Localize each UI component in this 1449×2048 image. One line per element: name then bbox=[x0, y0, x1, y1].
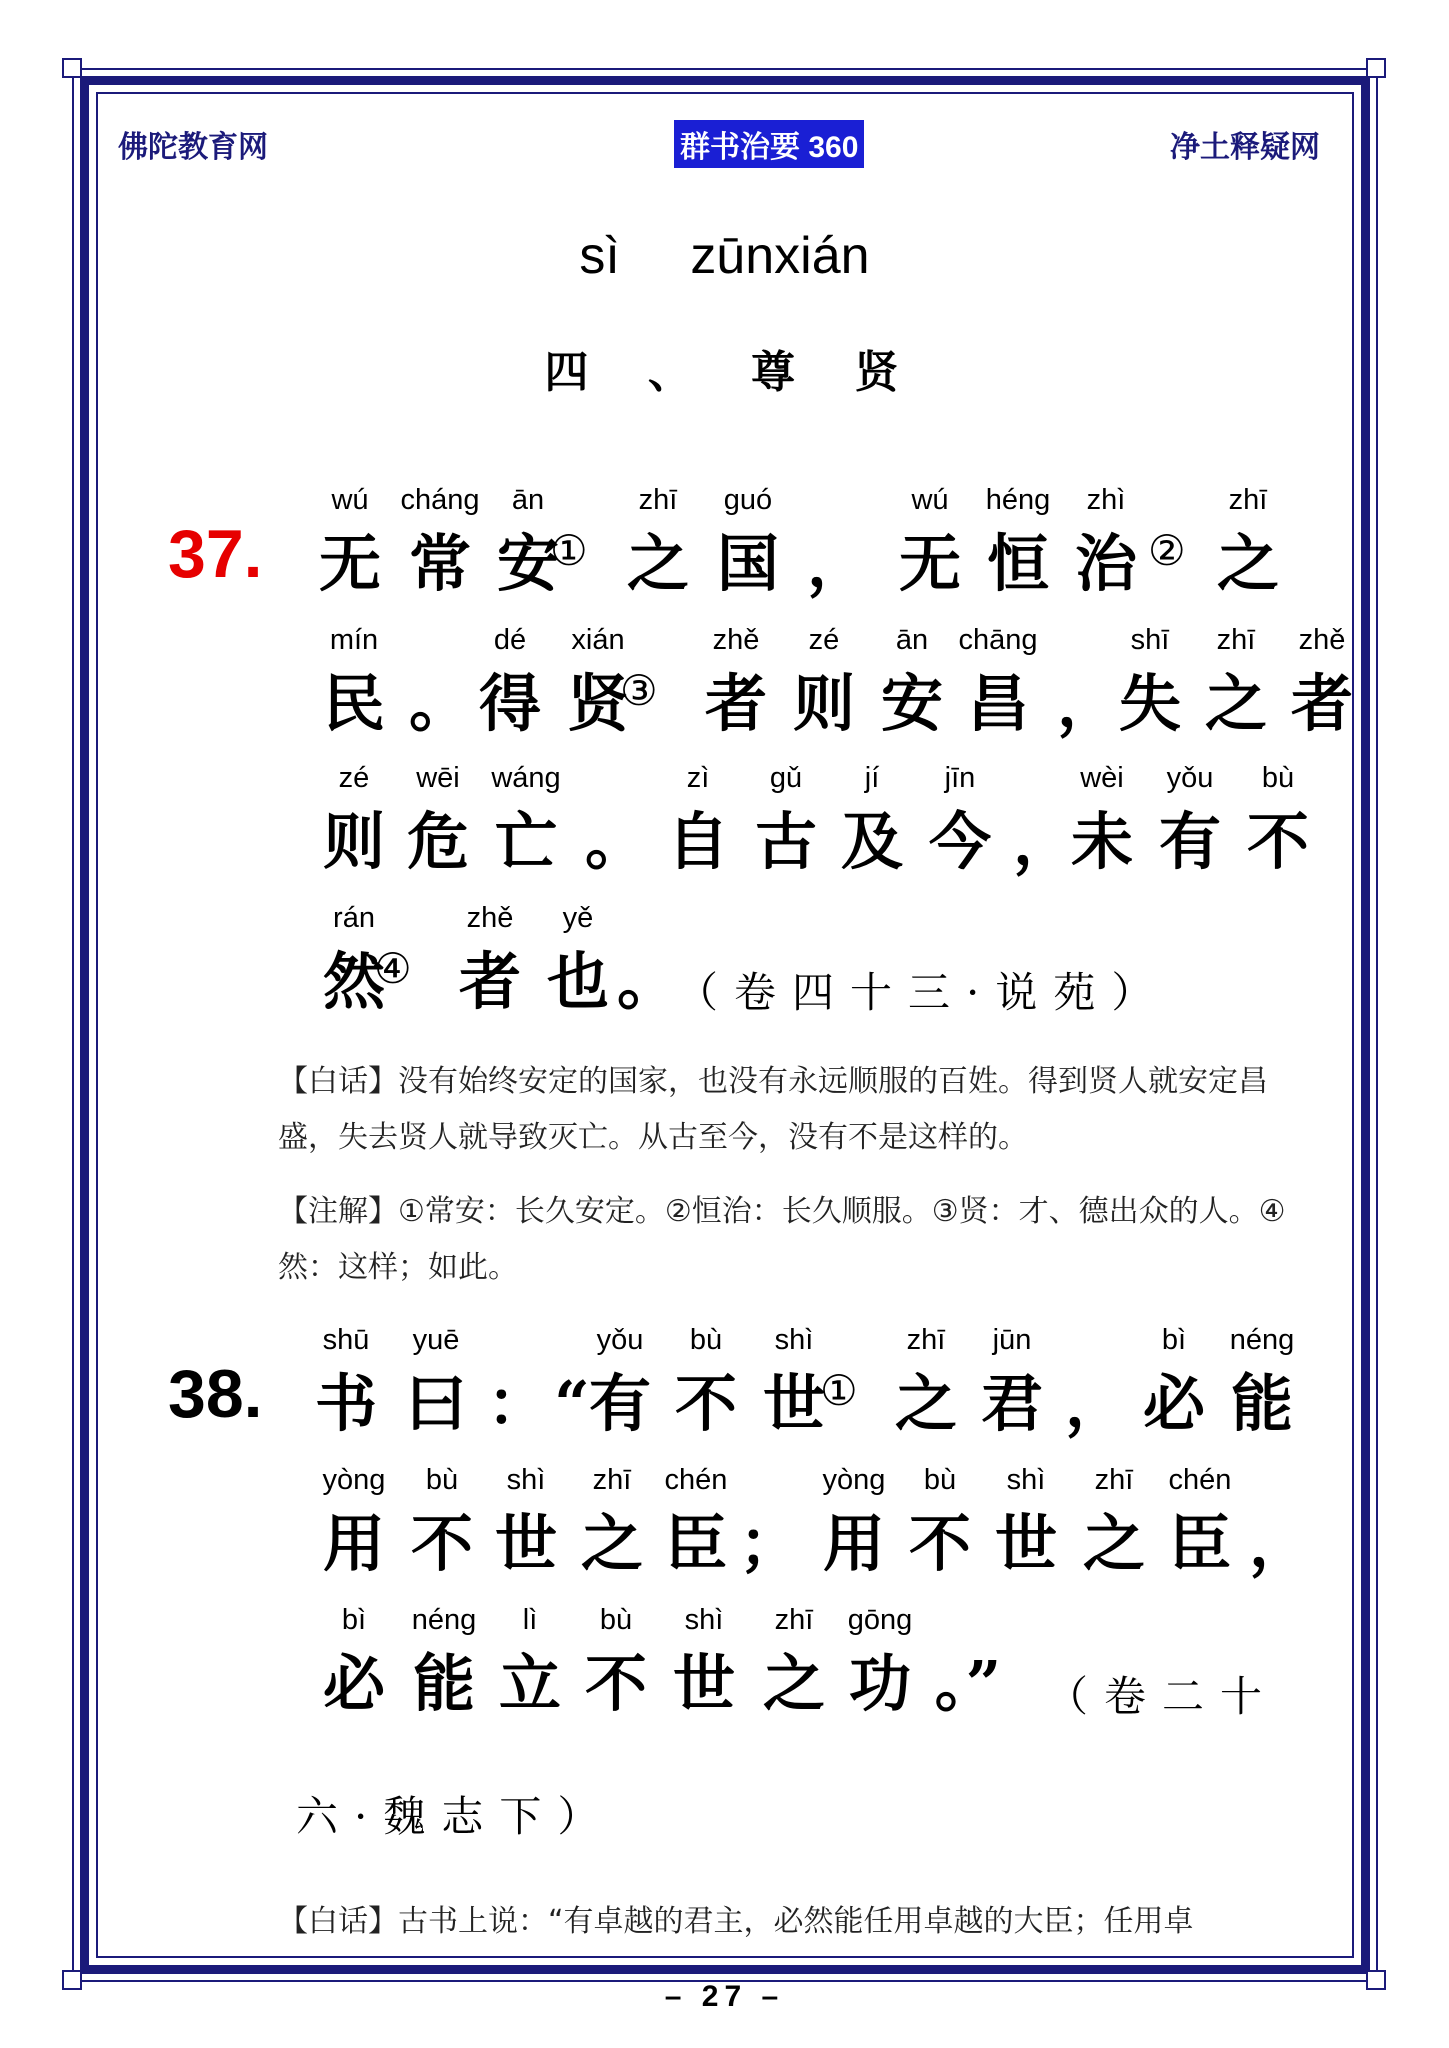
hanzi: 民 bbox=[322, 667, 385, 740]
hanzi: 国 bbox=[716, 527, 779, 600]
pinyin: ān bbox=[895, 624, 929, 656]
pinyin: bù bbox=[689, 1324, 723, 1356]
hanzi: 用 bbox=[822, 1507, 885, 1580]
hanzi: 者 bbox=[704, 667, 767, 740]
pinyin: shì bbox=[506, 1464, 546, 1496]
entry-number: 37. bbox=[168, 516, 263, 592]
hanzi: 世 bbox=[672, 1647, 735, 1720]
hanzi: 安 bbox=[496, 527, 559, 600]
hanzi: 必 bbox=[1142, 1367, 1205, 1440]
hanzi: 世 bbox=[994, 1507, 1057, 1580]
hanzi: 贤 bbox=[566, 667, 629, 740]
pinyin: gǔ bbox=[769, 762, 803, 794]
hanzi: 危 bbox=[406, 805, 469, 878]
pinyin: jīn bbox=[944, 762, 976, 794]
pinyin: cháng bbox=[400, 484, 480, 516]
hanzi: 立 bbox=[498, 1647, 561, 1720]
pinyin: lì bbox=[522, 1604, 538, 1636]
hanzi: 无 bbox=[318, 527, 381, 600]
pinyin: wú bbox=[331, 484, 369, 516]
footnote-marker: ① bbox=[550, 526, 588, 575]
footnote-marker: ① bbox=[820, 1366, 858, 1415]
pinyin: chén bbox=[664, 1464, 728, 1496]
pinyin: shì bbox=[684, 1604, 724, 1636]
hanzi: 无 bbox=[898, 527, 961, 600]
pinyin: wēi bbox=[416, 762, 460, 794]
hanzi: ， bbox=[806, 527, 869, 600]
pinyin: zhì bbox=[1086, 484, 1126, 516]
hanzi: 有 bbox=[1158, 805, 1221, 878]
hanzi: ， bbox=[1064, 1367, 1127, 1440]
hanzi: 不 bbox=[674, 1367, 737, 1440]
hanzi: 失 bbox=[1118, 667, 1181, 740]
page-number: – 27 – bbox=[664, 1980, 785, 2013]
hanzi: 臣 bbox=[1168, 1507, 1231, 1580]
hanzi: 自 bbox=[666, 805, 729, 878]
hanzi: 古 bbox=[754, 805, 817, 878]
footnote-marker: ④ bbox=[374, 944, 412, 993]
hanzi: ， bbox=[1012, 805, 1075, 878]
hanzi: 者 bbox=[1290, 667, 1353, 740]
zhujie-paragraph: 【注解】①常安：长久安定。②恒治：长久顺服。③贤：才、德出众的人。④然：这样；如此。 bbox=[278, 1194, 1286, 1285]
hanzi: 治 bbox=[1074, 527, 1137, 600]
hanzi: “ bbox=[554, 1367, 590, 1440]
pinyin: chén bbox=[1168, 1464, 1232, 1496]
pinyin: yǒu bbox=[1166, 762, 1214, 794]
pinyin: zhě bbox=[1298, 624, 1346, 656]
text-line bbox=[0, 1464, 1449, 1604]
text-line bbox=[0, 484, 1449, 624]
pinyin: bì bbox=[341, 1604, 367, 1636]
pinyin: jí bbox=[864, 762, 880, 794]
hanzi: 之 bbox=[1216, 527, 1279, 600]
hanzi: 不 bbox=[1246, 805, 1309, 878]
section-pinyin bbox=[0, 226, 1449, 286]
hanzi: 有 bbox=[588, 1367, 651, 1440]
hanzi: 能 bbox=[412, 1647, 475, 1720]
text-line bbox=[0, 1324, 1449, 1464]
pinyin: néng bbox=[411, 1604, 477, 1636]
hanzi: 昌 bbox=[966, 667, 1029, 740]
hanzi: 之 bbox=[626, 527, 689, 600]
pinyin: héng bbox=[985, 484, 1051, 516]
hanzi: 。 bbox=[616, 945, 679, 1018]
entry-source: （卷二十 bbox=[1046, 1672, 1279, 1721]
hanzi: 今 bbox=[928, 805, 991, 878]
pinyin: zhī bbox=[906, 1324, 946, 1356]
hanzi: 亡 bbox=[494, 805, 557, 878]
pinyin: ān bbox=[511, 484, 545, 516]
hanzi: 必 bbox=[322, 1647, 385, 1720]
pinyin: dé bbox=[493, 624, 527, 656]
hanzi: 然 bbox=[322, 945, 385, 1018]
hanzi: 功 bbox=[848, 1647, 911, 1720]
pinyin: zhě bbox=[712, 624, 760, 656]
section-title-char: 、 bbox=[647, 347, 698, 398]
pinyin: yòng bbox=[322, 1464, 386, 1496]
section-title-char: 尊 bbox=[751, 347, 802, 398]
pinyin: shū bbox=[322, 1324, 370, 1356]
hanzi: 及 bbox=[840, 805, 903, 878]
pinyin: bù bbox=[1261, 762, 1295, 794]
pinyin: wáng bbox=[491, 762, 561, 794]
pinyin: zì bbox=[686, 762, 710, 794]
pinyin: wú bbox=[911, 484, 949, 516]
hanzi: 则 bbox=[322, 805, 385, 878]
pinyin: shì bbox=[774, 1324, 814, 1356]
hanzi: 常 bbox=[408, 527, 471, 600]
pinyin: rán bbox=[333, 902, 375, 934]
hanzi: 者 bbox=[458, 945, 521, 1018]
entry-number: 38. bbox=[168, 1356, 263, 1432]
pinyin: zé bbox=[338, 762, 370, 794]
pinyin: mín bbox=[329, 624, 379, 656]
hanzi: ； bbox=[738, 1507, 801, 1580]
header-site-left: 佛陀教育网 bbox=[118, 131, 268, 164]
pinyin: shì bbox=[1006, 1464, 1046, 1496]
footnote-marker: ② bbox=[1148, 526, 1186, 575]
hanzi: 曰 bbox=[404, 1367, 467, 1440]
pinyin: zhī bbox=[638, 484, 678, 516]
hanzi: ， bbox=[1248, 1507, 1311, 1580]
pinyin: yǒu bbox=[596, 1324, 644, 1356]
pinyin: shī bbox=[1130, 624, 1170, 656]
hanzi: 之 bbox=[894, 1367, 957, 1440]
hanzi: 得 bbox=[478, 667, 541, 740]
hanzi: 臣 bbox=[664, 1507, 727, 1580]
pinyin: bì bbox=[1161, 1324, 1187, 1356]
section-title-char: 四 bbox=[544, 347, 595, 398]
border-corner bbox=[1366, 58, 1386, 78]
hanzi: 不 bbox=[584, 1647, 647, 1720]
pinyin: yě bbox=[562, 902, 594, 934]
pinyin: zhě bbox=[466, 902, 514, 934]
section-title-char: 贤 bbox=[854, 347, 905, 398]
hanzi: 之 bbox=[1082, 1507, 1145, 1580]
pinyin: zhī bbox=[1094, 1464, 1134, 1496]
pinyin: guó bbox=[723, 484, 773, 516]
pinyin: gōng bbox=[847, 1604, 913, 1636]
pinyin: wèi bbox=[1080, 762, 1124, 794]
entry-source: 六·魏志下） bbox=[296, 1792, 616, 1841]
text-line bbox=[0, 762, 1449, 902]
hanzi: 书 bbox=[314, 1367, 377, 1440]
pinyin: bù bbox=[425, 1464, 459, 1496]
hanzi: 用 bbox=[322, 1507, 385, 1580]
pinyin: zé bbox=[808, 624, 840, 656]
hanzi: 未 bbox=[1070, 805, 1133, 878]
hanzi: 恒 bbox=[986, 527, 1049, 600]
hanzi: 安 bbox=[880, 667, 943, 740]
pinyin: zhī bbox=[592, 1464, 632, 1496]
hanzi: 君 bbox=[980, 1367, 1043, 1440]
pinyin: bù bbox=[923, 1464, 957, 1496]
pinyin: yòng bbox=[822, 1464, 886, 1496]
pinyin: zhī bbox=[1216, 624, 1256, 656]
hanzi: 之 bbox=[1204, 667, 1267, 740]
header-book-title: 群书治要 360 bbox=[674, 120, 864, 168]
hanzi: 。 bbox=[584, 805, 647, 878]
hanzi: ： bbox=[486, 1367, 549, 1440]
hanzi: 。” bbox=[934, 1647, 1002, 1720]
pinyin: zhī bbox=[1228, 484, 1268, 516]
pinyin: jūn bbox=[992, 1324, 1032, 1356]
baihua-paragraph: 【白话】没有始终安定的国家，也没有永远顺服的百姓。得到贤人就安定昌盛，失去贤人就导致灭亡。从古至今，没有不是这样的。 bbox=[278, 1064, 1268, 1155]
border-corner bbox=[62, 58, 82, 78]
section-pinyin-word: sì bbox=[579, 227, 620, 285]
hanzi: 不 bbox=[908, 1507, 971, 1580]
hanzi: 之 bbox=[762, 1647, 825, 1720]
hanzi: 能 bbox=[1230, 1367, 1293, 1440]
hanzi: 不 bbox=[410, 1507, 473, 1580]
pinyin: zhī bbox=[774, 1604, 814, 1636]
section-pinyin-word: zūnxián bbox=[690, 227, 870, 285]
pinyin: xián bbox=[571, 624, 625, 656]
hanzi: 则 bbox=[792, 667, 855, 740]
baihua-paragraph: 【白话】古书上说：“有卓越的君主，必然能任用卓越的大臣；任用卓 bbox=[278, 1904, 1194, 1939]
section-title bbox=[0, 336, 1449, 400]
text-line bbox=[0, 624, 1449, 764]
hanzi: ， bbox=[1056, 667, 1119, 740]
hanzi: 也 bbox=[546, 945, 609, 1018]
pinyin: bù bbox=[599, 1604, 633, 1636]
hanzi: 世 bbox=[494, 1507, 557, 1580]
footnote-marker: ③ bbox=[620, 666, 658, 715]
header-site-right: 净土释疑网 bbox=[1170, 131, 1320, 164]
entry-source: （卷四十三·说苑） bbox=[676, 968, 1170, 1017]
hanzi: 。 bbox=[408, 667, 471, 740]
hanzi: 世 bbox=[762, 1367, 825, 1440]
pinyin: chāng bbox=[958, 624, 1038, 656]
pinyin: yuē bbox=[412, 1324, 460, 1356]
pinyin: néng bbox=[1229, 1324, 1295, 1356]
hanzi: 之 bbox=[580, 1507, 643, 1580]
